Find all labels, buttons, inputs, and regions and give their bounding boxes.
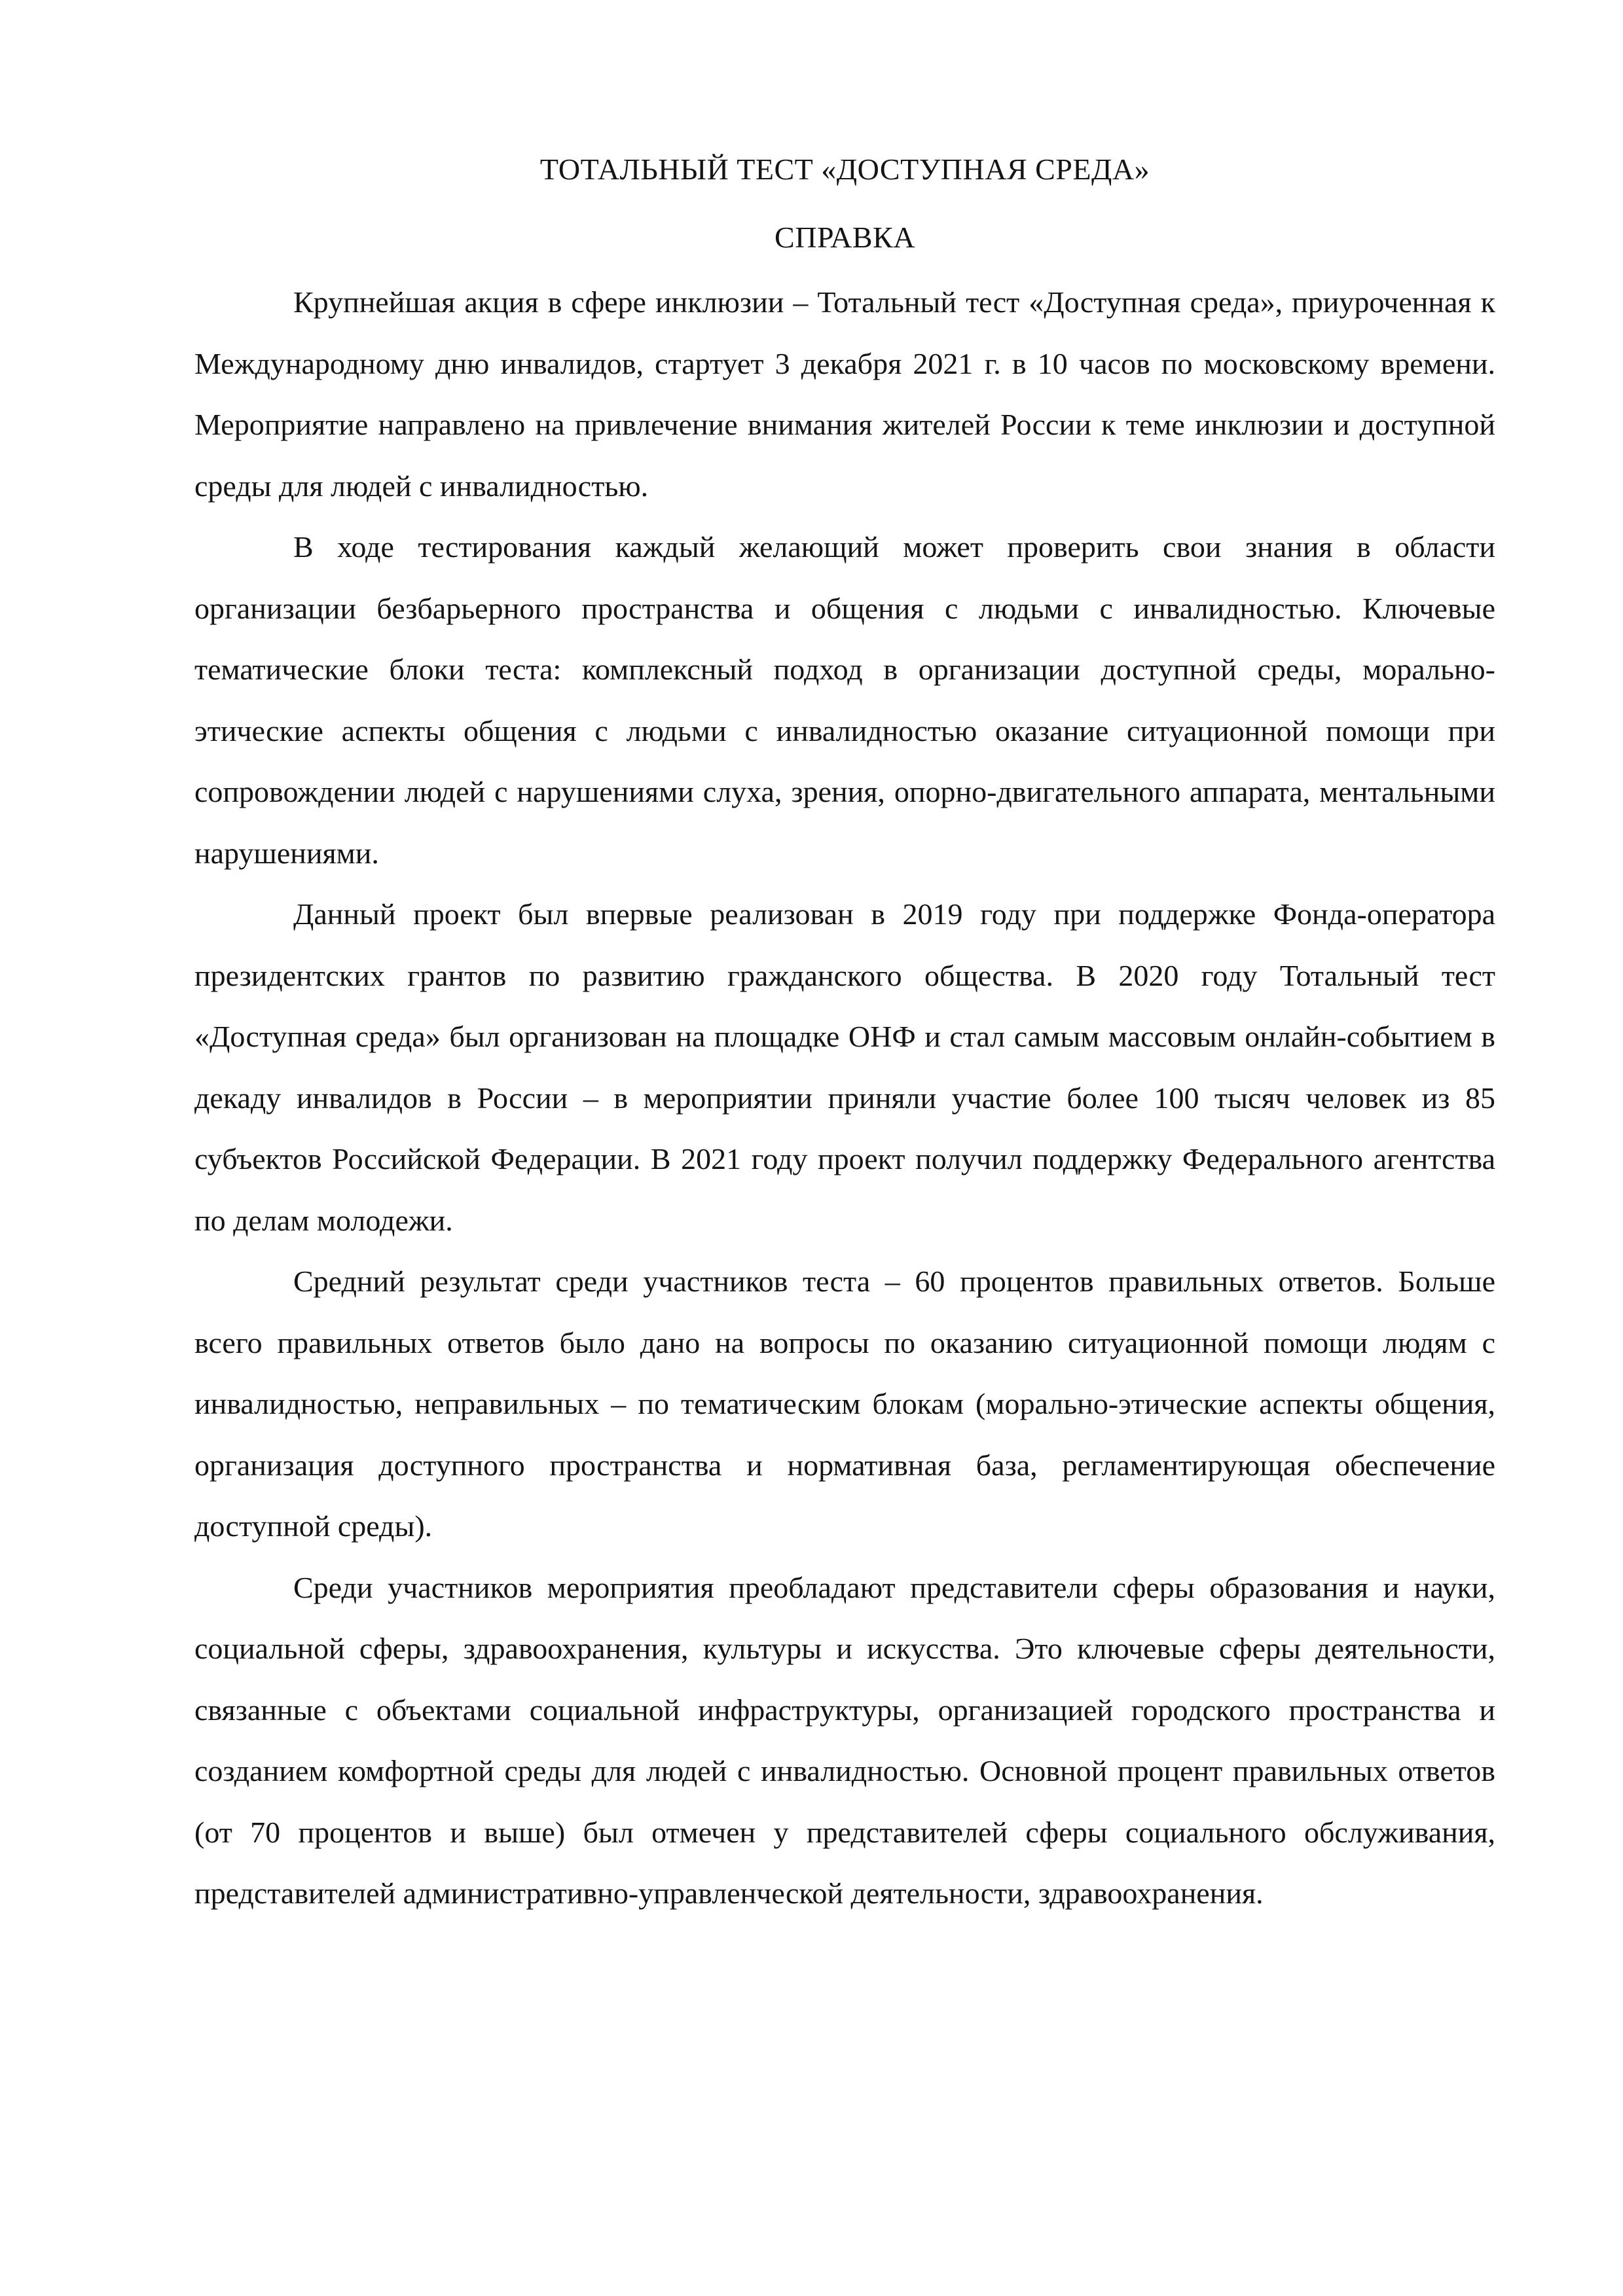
document-body [194, 272, 1495, 1924]
paragraph: Крупнейшая акция в сфере инклюзии – Тотальный тест «Доступная среда», приуроченная к Международному дню инвалидов, стартует 3 декабря 2021 г. в 10 часов по московскому времени. Мероприятие направлено на привлечение внимания жителей России к теме инклюзии и доступной среды для людей с инвалидностью. [194, 285, 1495, 503]
paragraph: Среди участников мероприятия преобладают представители сферы образования и науки, социальной сферы, здравоохранения, культуры и искусства. Это ключевые сферы деятельности, связанные с объектами социальной инфраструктуры, организацией городского пространства и созданием комфортной среды для людей с инвалидностью. Основной процент правильных ответов (от 70 процентов и выше) был отмечен у представителей сферы социального обслуживания, представителей административно-управленческой деятельности, здравоохранения. [194, 1570, 1495, 1910]
document-page [194, 139, 1495, 1924]
paragraph: Данный проект был впервые реализован в 2019 году при поддержке Фонда-оператора президентских грантов по развитию гражданского общества. В 2020 году Тотальный тест «Доступная среда» был организован на площадке ОНФ и стал самым массовым онлайн-событием в декаду инвалидов в России – в мероприятии приняли участие более 100 тысяч человек из 85 субъектов Российской Федерации. В 2021 году проект получил поддержку Федерального агентства по делам молодежи. [194, 897, 1495, 1237]
document-title: ТОТАЛЬНЫЙ ТЕСТ «ДОСТУПНАЯ СРЕДА» [539, 152, 1150, 186]
document-subtitle: СПРАВКА [775, 220, 915, 254]
paragraph: Средний результат среди участников теста – 60 процентов правильных ответов. Больше всего правильных ответов было дано на вопросы по оказанию ситуационной помощи людям с инвалидностью, неправильных – по тематическим блокам (морально-этические аспекты общения, организация доступного пространства и нормативная база, регламентирующая обеспечение доступной среды). [194, 1265, 1495, 1543]
paragraph: В ходе тестирования каждый желающий может проверить свои знания в области организации безбарьерного пространства и общения с людьми с инвалидностью. Ключевые тематические блоки теста: комплексный подход в организации доступной среды, морально-этические аспекты общения с людьми с инвалидностью оказание ситуационной помощи при сопровождении людей с нарушениями слуха, зрения, опорно-двигательного аппарата, ментальными нарушениями. [194, 530, 1495, 870]
